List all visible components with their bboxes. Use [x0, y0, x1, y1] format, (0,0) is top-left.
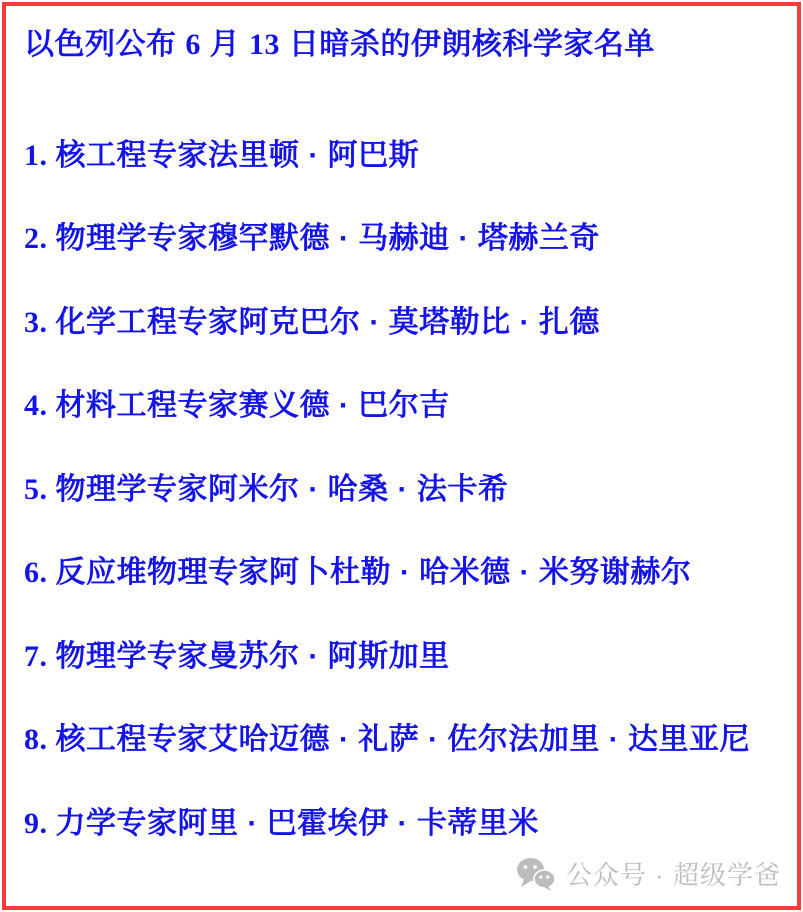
- title-segment-number: 13: [249, 28, 281, 61]
- page-title: [24, 28, 779, 63]
- item-number: 1.: [24, 138, 48, 172]
- item-number: 9.: [24, 806, 48, 840]
- item-text: 物理学专家穆罕默德 · 马赫迪 · 塔赫兰奇: [55, 222, 600, 255]
- title-segment: 日暗杀的伊朗核科学家名单: [280, 28, 655, 61]
- title-segment-number: 6: [185, 28, 201, 61]
- list-item: [24, 556, 779, 591]
- document-content: [6, 6, 797, 841]
- list-item: [24, 640, 779, 675]
- item-text: 物理学专家阿米尔 · 哈桑 · 法卡希: [55, 472, 509, 506]
- item-text: 化学工程专家阿克巴尔 · 莫塔勒比 · 扎德: [55, 305, 600, 339]
- list-item: [24, 139, 779, 174]
- item-number: 7.: [24, 639, 48, 673]
- wechat-icon: [516, 857, 556, 891]
- item-number: 5.: [24, 472, 48, 506]
- title-segment: 月: [200, 28, 250, 61]
- list-item: [24, 389, 779, 424]
- list-item: [24, 306, 779, 341]
- document-page: [2, 2, 801, 910]
- watermark: [516, 855, 781, 892]
- item-number: 8.: [24, 723, 48, 756]
- item-text: 核工程专家法里顿 · 阿巴斯: [55, 138, 420, 172]
- item-number: 4.: [24, 389, 48, 422]
- watermark-text: 公众号 · 超级学爸: [565, 860, 781, 890]
- list-item: [24, 222, 779, 257]
- item-number: 3.: [24, 305, 48, 339]
- item-text: 物理学专家曼苏尔 · 阿斯加里: [55, 639, 450, 673]
- list-item: [24, 723, 779, 758]
- title-segment: 以色列公布: [24, 28, 186, 61]
- item-text: 材料工程专家赛义德 · 巴尔吉: [55, 389, 450, 422]
- item-text: 核工程专家艾哈迈德 · 礼萨 · 佐尔法加里 · 达里亚尼: [55, 723, 750, 756]
- item-number: 2.: [24, 222, 48, 255]
- item-text: 反应堆物理专家阿卜杜勒 · 哈米德 · 米努谢赫尔: [55, 556, 692, 589]
- list-item: [24, 473, 779, 508]
- list-item: [24, 807, 779, 842]
- item-text: 力学专家阿里 · 巴霍埃伊 · 卡蒂里米: [55, 806, 539, 840]
- item-number: 6.: [24, 556, 48, 589]
